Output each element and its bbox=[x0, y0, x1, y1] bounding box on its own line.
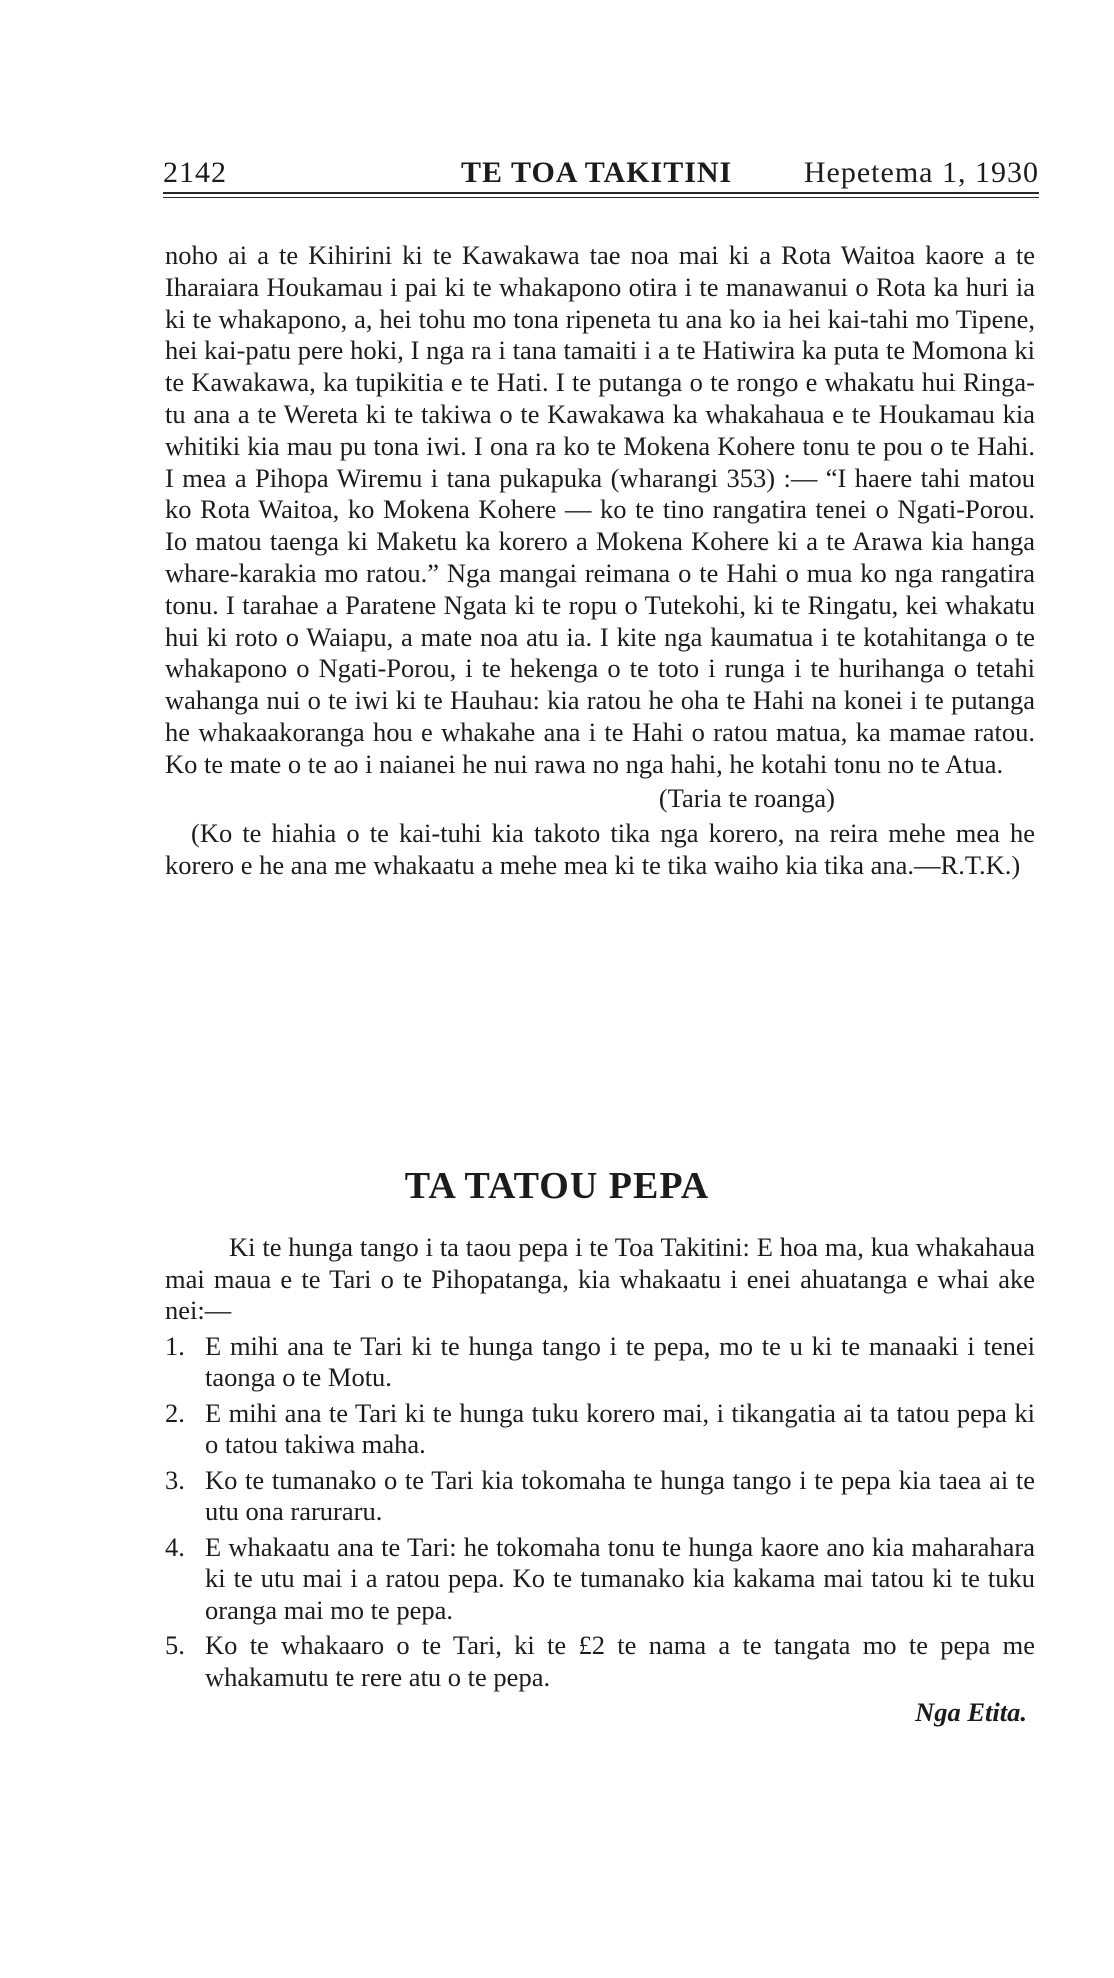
article-paragraph: noho ai a te Kihirini ki te Kawakawa tae noa mai ki a Rota Waitoa kaore a te Iharaiara Houkamau i pai ki te whakapono otira i te manawanui o Rota ka huri ia ki te whakapono, a, hei tohu mo tona ripeneta tu ana ko ia hei kai-tahi mo Tipene, hei kai-patu pere hoki, I nga ra i tana tamaiti i a te Hatiwira ka puta te Momona ki te Kawakawa, ka tupikitia e te Hati. I te putanga o te rongo e whakatu hui Ringa-tu ana a te Wereta ki te takiwa o te Kawakawa ka whakahaua e te Houkamau kia whitiki kia mau pu tona iwi. I ona ra ko te Mokena Kohere tonu te pou o te Hahi. I mea a Pihopa Wiremu i tana pukapuka (wharangi 353) :— “I haere tahi matou ko Rota Waitoa, ko Mokena Kohere — ko te tino rangatira tenei o Ngati-Porou. Io matou taenga ki Maketu ka korero a Mokena Kohere ki a te Arawa kia hanga whare-karakia mo ratou.” Nga mangai reimana o te Hahi o mua ko nga rangatira tonu. I tarahae a Paratene Ngata ki te ropu o Tutekohi, ki te Ringatu, kei whakatu hui ki roto o Waiapu, a mate noa atu ia. I kite nga kaumatua i te kotahitanga o te whakapono o Ngati-Porou, i te hekenga o te toto i runga i te hurihanga o tetahi wahanga nui o te iwi ki te Hauhau: kia ratou he oha te Hahi na konei i te putanga he whakaakoranga hou e whakahe ana i te Hahi o ratou matua, ka mamae ratou. Ko te mate o te ao i naianei he nui rawa no nga hahi, he kotahi tonu no te Atua. bbox=[165, 240, 1035, 779]
issue-date: Hepetema 1, 1930 bbox=[803, 156, 1039, 189]
article-body bbox=[165, 240, 1035, 882]
section-heading: TA TATOU PEPA bbox=[404, 1165, 710, 1207]
list-item-text: E mihi ana te Tari ki te hunga tuku korero mai, i tikangatia ai ta tatou pepa ki o tatou takiwa maha. bbox=[205, 1397, 1035, 1459]
editor-note: (Ko te hiahia o te kai-tuhi kia takoto tika nga korero, na reira mehe mea he korero e he ana me whakaatu a mehe mea ki te tika waiho kia tika ana.—R.T.K.) bbox=[165, 818, 1035, 881]
list-item-number: 4. bbox=[165, 1531, 185, 1562]
page-header bbox=[163, 156, 1039, 196]
list-item-text: Ko te tumanako o te Tari kia tokomaha te hunga tango i te pepa kia taea ai te utu ona raruraru. bbox=[205, 1464, 1035, 1526]
signature: Nga Etita. bbox=[915, 1697, 1027, 1727]
publication-title: TE TOA TAKITINI bbox=[461, 156, 733, 189]
list-item-text: Ko te whakaaro o te Tari, ki te £2 te nama a te tangata mo te pepa me whakamutu te rere atu o te pepa. bbox=[205, 1630, 1035, 1692]
list-item-number: 5. bbox=[165, 1630, 185, 1660]
list-item bbox=[165, 1465, 1035, 1528]
list-item bbox=[165, 1532, 1035, 1627]
list-item-text: E whakaatu ana te Tari: he tokomaha tonu te hunga kaore ano kia maharahara ki te utu mai i a ratou pepa. Ko te tumanako kia kakama mai tatou ki te tuku oranga mai mo te pepa. bbox=[205, 1531, 1035, 1625]
notice-letter bbox=[165, 1232, 1035, 1729]
list-item-number: 1. bbox=[165, 1330, 185, 1361]
page-number: 2142 bbox=[163, 156, 227, 189]
header-rule-bottom bbox=[163, 197, 1039, 198]
header-rule-top bbox=[163, 192, 1039, 194]
notice-list bbox=[165, 1331, 1035, 1694]
list-item bbox=[165, 1398, 1035, 1461]
list-item bbox=[165, 1630, 1035, 1693]
list-item-text: E mihi ana te Tari ki te hunga tango i te pepa, mo te u ki te manaaki i tenei taonga o te Motu. bbox=[205, 1330, 1035, 1392]
list-item bbox=[165, 1331, 1035, 1394]
notice-intro: Ki te hunga tango i ta taou pepa i te Toa Takitini: E hoa ma, kua whakahaua mai maua e te Tari o te Pihopatanga, kia whakaatu i enei ahuatanga e whai ake nei:— bbox=[165, 1232, 1035, 1325]
continued-note: (Taria te roanga) bbox=[658, 782, 835, 813]
list-item-number: 2. bbox=[165, 1397, 185, 1428]
list-item-number: 3. bbox=[165, 1464, 185, 1495]
